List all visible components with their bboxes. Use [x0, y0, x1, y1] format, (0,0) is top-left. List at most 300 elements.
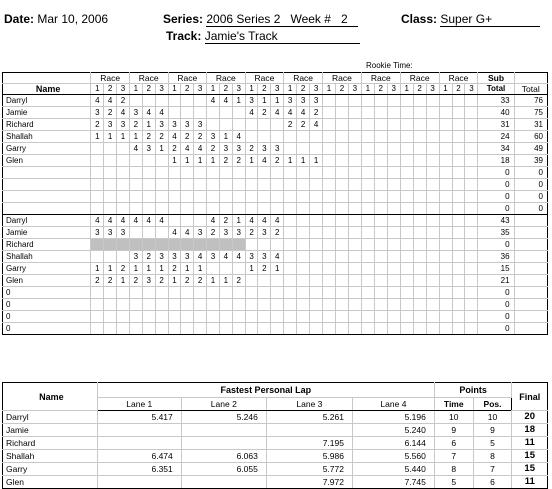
heat-score [181, 191, 194, 203]
heat-score: 1 [232, 215, 245, 227]
heat-score [181, 215, 194, 227]
total-header-spacer [514, 73, 547, 84]
heat-score [361, 119, 374, 131]
heat-score [207, 203, 220, 215]
heat-score [452, 311, 465, 323]
heat-score [310, 191, 323, 203]
heat-score: 3 [155, 251, 168, 263]
time-points: 9 [434, 424, 473, 437]
heat-score: 2 [104, 275, 117, 287]
heat-score: 2 [129, 275, 142, 287]
heat-score: 3 [271, 143, 284, 155]
grid-header-row-1 [3, 73, 548, 84]
heat-score [452, 107, 465, 119]
heat-score [104, 155, 117, 167]
heat-score [335, 251, 348, 263]
heat-score [168, 311, 181, 323]
player-name: Shallah [3, 131, 91, 143]
heat-score [323, 203, 336, 215]
heat-score [335, 107, 348, 119]
total-value [514, 263, 547, 275]
time-points: 5 [434, 476, 473, 489]
lane-3-time [266, 424, 352, 437]
heat-score [284, 191, 297, 203]
heat-score [335, 287, 348, 299]
heat-score [335, 179, 348, 191]
heat-score: 3 [194, 227, 207, 239]
heat-score [335, 239, 348, 251]
heat-score: 4 [168, 131, 181, 143]
heat-score [271, 311, 284, 323]
week-value: 2 [340, 12, 348, 26]
heat-score: 2 [245, 227, 258, 239]
race-8-header: Race [361, 73, 400, 84]
heat-score: 1 [219, 275, 232, 287]
heat-score [361, 131, 374, 143]
total-value [514, 215, 547, 227]
heat-score [297, 203, 310, 215]
heat-score [323, 107, 336, 119]
race-6-heat-3-header: 3 [310, 84, 323, 95]
heat-score: 3 [258, 251, 271, 263]
heat-score [361, 95, 374, 107]
heat-score [104, 311, 117, 323]
heat-score [310, 131, 323, 143]
heat-score [413, 299, 426, 311]
heat-score [258, 203, 271, 215]
heat-score [465, 323, 478, 335]
lap-row [3, 437, 548, 450]
time-points: 8 [434, 463, 473, 476]
race-7-heat-2-header: 2 [335, 84, 348, 95]
heat-score [323, 95, 336, 107]
heat-score [297, 299, 310, 311]
fastest-lap-table [2, 382, 548, 489]
heat-score [129, 299, 142, 311]
heat-score: 4 [168, 227, 181, 239]
heat-score [361, 203, 374, 215]
score-row [3, 287, 548, 299]
heat-score [142, 323, 155, 335]
heat-score [452, 287, 465, 299]
lap-player-name: Darryl [3, 411, 98, 424]
heat-score [284, 311, 297, 323]
heat-score [104, 167, 117, 179]
heat-score [335, 131, 348, 143]
heat-score [348, 275, 361, 287]
heat-score [323, 239, 336, 251]
heat-score [413, 311, 426, 323]
heat-score [168, 287, 181, 299]
race-3-header: Race [168, 73, 207, 84]
player-name: Richard [3, 119, 91, 131]
heat-score [374, 227, 387, 239]
heat-score [117, 287, 130, 299]
heat-score [245, 311, 258, 323]
player-name: Jamie [3, 107, 91, 119]
heat-score [168, 215, 181, 227]
heat-score [271, 275, 284, 287]
name-header-spacer [3, 73, 91, 84]
heat-score [232, 179, 245, 191]
position-points: 8 [473, 450, 512, 463]
heat-score [439, 119, 452, 131]
heat-score [426, 203, 439, 215]
heat-score [465, 95, 478, 107]
heat-score [361, 191, 374, 203]
heat-score [155, 299, 168, 311]
race-8-heat-3-header: 3 [387, 84, 400, 95]
race-scoring-grid [2, 72, 548, 335]
heat-score: 3 [155, 119, 168, 131]
heat-score [348, 227, 361, 239]
lane-3-time: 5.772 [266, 463, 352, 476]
lane-3-time: 5.986 [266, 450, 352, 463]
score-row [3, 239, 548, 251]
heat-score: 2 [207, 143, 220, 155]
heat-score [374, 155, 387, 167]
heat-score [387, 95, 400, 107]
heat-score: 3 [181, 119, 194, 131]
heat-score: 4 [232, 131, 245, 143]
time-header: Time [434, 398, 473, 411]
heat-score [426, 299, 439, 311]
heat-score [374, 215, 387, 227]
heat-score: 2 [207, 227, 220, 239]
heat-score [194, 311, 207, 323]
total-value [514, 227, 547, 239]
total-value: 76 [514, 95, 547, 107]
heat-score: 3 [232, 143, 245, 155]
heat-score: 3 [207, 131, 220, 143]
heat-score [297, 287, 310, 299]
lane-4-time: 5.196 [352, 411, 434, 424]
total-value [514, 287, 547, 299]
heat-score [387, 191, 400, 203]
points-header: Points [434, 383, 512, 398]
lane-4-time: 5.560 [352, 450, 434, 463]
heat-score [323, 131, 336, 143]
heat-score [426, 95, 439, 107]
heat-score [335, 155, 348, 167]
heat-score: 1 [194, 263, 207, 275]
heat-score: 2 [310, 107, 323, 119]
lap-header-row-1 [3, 383, 548, 398]
heat-score: 2 [194, 275, 207, 287]
heat-score [348, 191, 361, 203]
track-label: Track: [166, 29, 202, 43]
total-value: 39 [514, 155, 547, 167]
heat-score [271, 203, 284, 215]
heat-score [104, 179, 117, 191]
heat-score [335, 203, 348, 215]
lap-row [3, 450, 548, 463]
heat-score [297, 179, 310, 191]
heat-score: 4 [194, 143, 207, 155]
sub-total-value: 36 [478, 251, 514, 263]
lap-player-name: Richard [3, 437, 98, 450]
heat-score [400, 263, 413, 275]
heat-score [129, 239, 142, 251]
heat-score: 1 [168, 155, 181, 167]
heat-score [387, 215, 400, 227]
heat-score [400, 203, 413, 215]
heat-score: 4 [258, 155, 271, 167]
heat-score [271, 299, 284, 311]
heat-score [439, 311, 452, 323]
heat-score [323, 191, 336, 203]
heat-score [258, 131, 271, 143]
race-4-heat-2-header: 2 [219, 84, 232, 95]
heat-score [91, 191, 104, 203]
heat-score: 2 [232, 275, 245, 287]
heat-score [439, 203, 452, 215]
heat-score [400, 167, 413, 179]
heat-score [181, 299, 194, 311]
heat-score: 3 [168, 251, 181, 263]
lane-3-time: 5.261 [266, 411, 352, 424]
heat-score: 3 [219, 227, 232, 239]
heat-score [129, 95, 142, 107]
heat-score [194, 179, 207, 191]
time-points: 10 [434, 411, 473, 424]
heat-score: 2 [297, 119, 310, 131]
heat-score [117, 143, 130, 155]
heat-score: 4 [232, 251, 245, 263]
race-1-heat-2-header: 2 [104, 84, 117, 95]
heat-score [361, 215, 374, 227]
heat-score [245, 239, 258, 251]
heat-score: 3 [258, 227, 271, 239]
heat-score [323, 251, 336, 263]
lane-2-header: Lane 2 [181, 398, 266, 411]
heat-score: 2 [117, 95, 130, 107]
heat-score [310, 275, 323, 287]
heat-score [361, 107, 374, 119]
heat-score [207, 167, 220, 179]
heat-score: 4 [284, 107, 297, 119]
heat-score: 3 [91, 107, 104, 119]
heat-score [155, 323, 168, 335]
lane-4-time: 5.440 [352, 463, 434, 476]
sub-total-value: 0 [478, 167, 514, 179]
player-name: 0 [3, 287, 91, 299]
final-score: 15 [512, 450, 548, 463]
heat-score [194, 299, 207, 311]
heat-score [310, 263, 323, 275]
heat-score [387, 251, 400, 263]
heat-score [297, 263, 310, 275]
heat-score [323, 155, 336, 167]
heat-score [297, 251, 310, 263]
heat-score [374, 323, 387, 335]
heat-score [465, 227, 478, 239]
heat-score [439, 323, 452, 335]
heat-score [129, 191, 142, 203]
sub-total-value: 0 [478, 239, 514, 251]
race-6-heat-2-header: 2 [297, 84, 310, 95]
heat-score: 4 [297, 107, 310, 119]
heat-score [155, 287, 168, 299]
heat-score [297, 167, 310, 179]
position-points: 5 [473, 437, 512, 450]
heat-score [452, 263, 465, 275]
heat-score [181, 107, 194, 119]
lap-player-name: Glen [3, 476, 98, 489]
heat-score [348, 239, 361, 251]
heat-score [284, 239, 297, 251]
heat-score [335, 95, 348, 107]
heat-score [117, 167, 130, 179]
lap-row [3, 476, 548, 489]
heat-score [400, 323, 413, 335]
heat-score [374, 203, 387, 215]
heat-score [219, 203, 232, 215]
heat-score: 4 [245, 215, 258, 227]
heat-score [284, 131, 297, 143]
heat-score [207, 239, 220, 251]
heat-score [426, 155, 439, 167]
race-3-heat-3-header: 3 [194, 84, 207, 95]
heat-score [400, 275, 413, 287]
heat-score: 3 [284, 95, 297, 107]
race-9-header: Race [400, 73, 439, 84]
race-7-header: Race [323, 73, 362, 84]
heat-score [400, 143, 413, 155]
heat-score [297, 227, 310, 239]
heat-score [374, 287, 387, 299]
heat-score [207, 179, 220, 191]
heat-score [207, 119, 220, 131]
heat-score: 1 [104, 263, 117, 275]
heat-score [465, 167, 478, 179]
class-label: Class: [401, 12, 438, 26]
heat-score [426, 215, 439, 227]
heat-score: 4 [91, 95, 104, 107]
series-label: Series: [163, 12, 204, 26]
heat-score [117, 311, 130, 323]
heat-score [142, 179, 155, 191]
heat-score [155, 239, 168, 251]
heat-score [413, 227, 426, 239]
heat-score: 4 [91, 215, 104, 227]
player-name [3, 191, 91, 203]
lane-2-time: 6.055 [181, 463, 266, 476]
heat-score [465, 107, 478, 119]
heat-score [439, 143, 452, 155]
heat-score [348, 155, 361, 167]
heat-score [219, 287, 232, 299]
heat-score: 4 [219, 95, 232, 107]
player-name: Darryl [3, 215, 91, 227]
lane-1-time [97, 476, 181, 489]
heat-score [194, 215, 207, 227]
heat-score [271, 287, 284, 299]
heat-score [232, 263, 245, 275]
heat-score [413, 119, 426, 131]
heat-score [426, 287, 439, 299]
heat-score [219, 119, 232, 131]
heat-score [400, 227, 413, 239]
heat-score [426, 143, 439, 155]
lap-player-name: Garry [3, 463, 98, 476]
heat-score [465, 239, 478, 251]
race-7-heat-1-header: 1 [323, 84, 336, 95]
week-label: Week # [290, 12, 331, 26]
lane-1-time: 6.351 [97, 463, 181, 476]
heat-score: 1 [245, 155, 258, 167]
race-9-heat-2-header: 2 [413, 84, 426, 95]
race-1-header: Race [91, 73, 130, 84]
track-value: Jamie's Track [205, 29, 360, 44]
heat-score [232, 287, 245, 299]
heat-score [387, 155, 400, 167]
heat-score [117, 323, 130, 335]
heat-score [104, 287, 117, 299]
lane-4-time: 6.144 [352, 437, 434, 450]
heat-score [245, 179, 258, 191]
heat-score [142, 239, 155, 251]
name-header: Name [3, 84, 91, 95]
heat-score [104, 239, 117, 251]
score-row [3, 215, 548, 227]
heat-score [168, 107, 181, 119]
heat-score: 3 [142, 275, 155, 287]
heat-score [413, 287, 426, 299]
heat-score [400, 239, 413, 251]
heat-score [465, 179, 478, 191]
lane-1-time: 6.474 [97, 450, 181, 463]
sub-total-value: 43 [478, 215, 514, 227]
heat-score [452, 299, 465, 311]
lane-3-time: 7.972 [266, 476, 352, 489]
heat-score [335, 167, 348, 179]
heat-score [194, 239, 207, 251]
race-8-heat-1-header: 1 [361, 84, 374, 95]
heat-score [452, 251, 465, 263]
heat-score [310, 287, 323, 299]
heat-score [348, 251, 361, 263]
position-points: 10 [473, 411, 512, 424]
race-10-heat-3-header: 3 [465, 84, 478, 95]
score-row [3, 179, 548, 191]
heat-score [335, 143, 348, 155]
heat-score [284, 323, 297, 335]
race-6-heat-1-header: 1 [284, 84, 297, 95]
heat-score [91, 167, 104, 179]
heat-score [323, 287, 336, 299]
heat-score [348, 143, 361, 155]
heat-score [426, 311, 439, 323]
heat-score: 1 [168, 275, 181, 287]
heat-score: 2 [232, 155, 245, 167]
heat-score [271, 179, 284, 191]
heat-score: 1 [155, 263, 168, 275]
heat-score [310, 299, 323, 311]
heat-score [426, 323, 439, 335]
heat-score [142, 155, 155, 167]
player-name: Glen [3, 275, 91, 287]
heat-score: 4 [271, 215, 284, 227]
heat-score: 3 [168, 119, 181, 131]
heat-score [245, 323, 258, 335]
heat-score [452, 275, 465, 287]
heat-score [310, 227, 323, 239]
heat-score [323, 263, 336, 275]
score-row [3, 143, 548, 155]
heat-score [155, 227, 168, 239]
race-5-header: Race [245, 73, 284, 84]
